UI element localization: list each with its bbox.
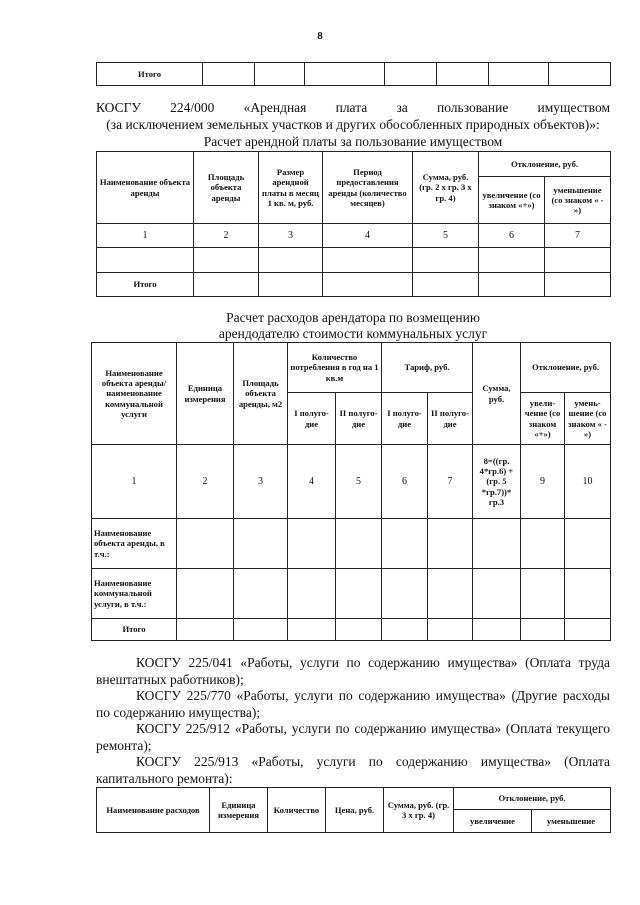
exp-header-unit: Единица измерения [210, 788, 268, 833]
util-col-num: 1 [92, 445, 177, 519]
utilities-table [91, 342, 611, 641]
rent-header-decrease: уменьшение (со знаком « - ») [545, 177, 611, 224]
para-225-041-a: КОСГУ 225/041 «Работы, услуги по содержанию имущества» (Оплата труда [136, 655, 610, 670]
util-col-num: 2 [177, 445, 234, 519]
util-header-half2: II полуго-дие [336, 393, 382, 445]
util-header-tariff: Тариф, руб. [382, 343, 473, 393]
rent-col-num: 1 [97, 224, 194, 248]
rent-header-area: Площадь объекта аренды [194, 152, 259, 224]
util-header-deviation: Отклонение, руб. [521, 343, 611, 393]
util-row-service-label: Наименование коммунальной услуги, в т.ч.: [92, 569, 177, 619]
util-header-half1: I полуго-дие [288, 393, 336, 445]
para-225-770-b: по содержанию имущества); [96, 704, 261, 720]
rent-col-num: 5 [413, 224, 479, 248]
util-col-num: 6 [382, 445, 428, 519]
util-header-area: Площадь объекта аренды, м2 [234, 343, 288, 445]
para-225-912-a: КОСГУ 225/912 «Работы, услуги по содержанию имущества» (Оплата текущего [136, 721, 610, 736]
util-col-formula: 8=((гр. 4*гр.6) +(гр. 5 *гр.7))* гр.3 [473, 445, 521, 519]
rent-col-num: 6 [479, 224, 545, 248]
util-title-line2: арендодателю стоимости коммунальных услуг [218, 326, 488, 341]
util-col-num: 5 [336, 445, 382, 519]
rent-header-sum: Сумма, руб. (гр. 2 х гр. 3 х гр. 4) [413, 152, 479, 224]
rent-empty-row [97, 248, 611, 273]
rent-header-deviation: Отклонение, руб. [479, 152, 611, 177]
para-225-913-a: КОСГУ 225/913 «Работы, услуги по содержанию имущества» (Оплата [136, 754, 610, 769]
util-service-row [92, 569, 611, 619]
util-header-name: Наименование объекта аренды/ наименование коммунальной услуги [92, 343, 177, 445]
rent-header-period: Период предоставления аренды (количество месяцев) [323, 152, 413, 224]
para-225-912-b: ремонта); [96, 737, 152, 753]
exp-header-price: Цена, руб. [326, 788, 384, 833]
exp-header-decrease: уменьшение [532, 810, 611, 833]
util-col-num: 10 [565, 445, 611, 519]
rent-col-num: 2 [194, 224, 259, 248]
util-header-quantity: Количество потребления в год на 1 кв.м [288, 343, 382, 393]
page-number: 8 [317, 30, 323, 42]
exp-header-deviation: Отклонение, руб. [454, 788, 611, 810]
util-total-row [92, 619, 611, 641]
rent-header-rate: Размер арендной платы в месяц 1 кв. м, руб. [259, 152, 323, 224]
util-header-unit: Единица измерения [177, 343, 234, 445]
rent-header-name: Наименование объекта аренды [97, 152, 194, 224]
para-225-913-b: капитального ремонта): [96, 770, 233, 786]
util-col-num: 3 [234, 445, 288, 519]
total-label: Итого [97, 63, 203, 86]
kosgu224-line1: КОСГУ 224/000 «Арендная плата за пользование имуществом [96, 100, 610, 115]
util-header-increase: увели-чение (со знаком «+») [521, 393, 565, 445]
rent-total-row [97, 273, 611, 297]
util-total-label: Итого [92, 619, 177, 641]
util-row-object-label: Наименование объекта аренды, в т.ч.: [92, 519, 177, 569]
rent-total-label: Итого [97, 273, 194, 297]
para-225-041-b: внештатных работников); [96, 671, 244, 687]
expenses-table [96, 787, 611, 833]
util-object-row [92, 519, 611, 569]
kosgu224-line2: (за исключением земельных участков и других обособленных природных объектов)»: [106, 117, 600, 132]
exp-header-name: Наименование расходов [97, 788, 210, 833]
rent-col-num: 3 [259, 224, 323, 248]
rent-header-increase: увеличение (со знаком «+») [479, 177, 545, 224]
util-header-half1: I полуго-дие [382, 393, 428, 445]
util-header-decrease: умень-шение (со знаком « - ») [565, 393, 611, 445]
util-header-sum: Сумма, руб. [473, 343, 521, 445]
carryover-total-table [96, 62, 611, 86]
util-header-half2: II полуго-дие [428, 393, 473, 445]
rent-table [96, 151, 611, 297]
util-col-num: 4 [288, 445, 336, 519]
util-title-line1: Расчет расходов арендатора по возмещению [226, 310, 480, 325]
kosgu225-paragraphs [96, 655, 610, 787]
exp-header-sum: Сумма, руб. (гр. 3 х гр. 4) [384, 788, 454, 833]
util-col-num: 9 [521, 445, 565, 519]
para-225-770-a: КОСГУ 225/770 «Работы, услуги по содержанию имущества» (Другие расходы [136, 688, 610, 703]
rent-col-num: 7 [545, 224, 611, 248]
rent-table-title: Расчет арендной платы за пользование имуществом [203, 134, 503, 149]
rent-col-num: 4 [323, 224, 413, 248]
exp-header-increase: увеличение [454, 810, 532, 833]
exp-header-quantity: Количество [268, 788, 326, 833]
util-col-num: 7 [428, 445, 473, 519]
